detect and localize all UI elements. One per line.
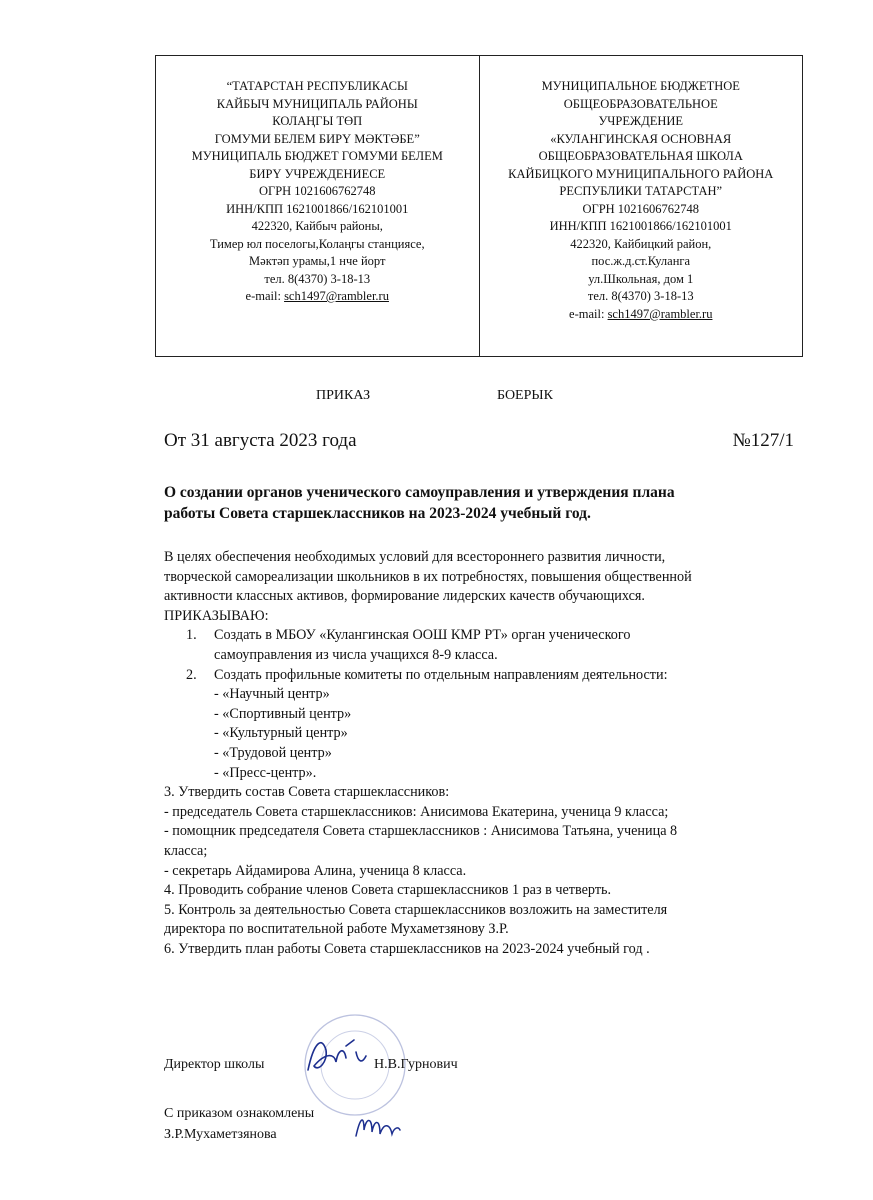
letterhead-line: КАЙБЫЧ МУНИЦИПАЛЬ РАЙОНЫ <box>216 96 418 111</box>
email-line <box>156 288 479 306</box>
list-item <box>164 626 824 665</box>
letterhead <box>155 55 803 357</box>
letterhead-russian <box>480 56 803 356</box>
list-number: 2. <box>186 666 197 683</box>
signature-name: Н.В.Гурнович <box>374 1057 458 1072</box>
letterhead-line: 422320, Кайбыч районы, <box>251 219 383 233</box>
letterhead-line: ОГРН 1021606762748 <box>258 184 376 198</box>
order-title-tt: БОЕРЫК <box>497 388 553 403</box>
command-word: ПРИКАЗЫВАЮ: <box>164 607 269 624</box>
list-item-text: Создать профильные комитеты по отдельным направлениям деятельности: <box>214 666 668 683</box>
list-number: 1. <box>186 627 197 644</box>
handwritten-signature <box>300 1032 370 1080</box>
acknowledge-label: С приказом ознакомлены <box>164 1106 315 1121</box>
committee-item: - «Научный центр» <box>214 686 330 703</box>
acknowledge-name: З.Р.Мухаметзянова <box>164 1127 277 1142</box>
order-date-line <box>164 430 794 452</box>
item-5-line: директора по воспитательной работе Мухаметзянову З.Р. <box>164 921 509 938</box>
email-line <box>480 306 803 324</box>
list-item <box>164 666 824 686</box>
letterhead-line: «КУЛАНГИНСКАЯ ОСНОВНАЯ <box>550 131 732 146</box>
item-3: 3. Утвердить состав Совета старшеклассников: <box>164 784 450 801</box>
letterhead-tatar <box>156 56 480 356</box>
member-line: класса; <box>164 842 208 859</box>
letterhead-line: Мәктәп урамы,1 нче йорт <box>249 254 386 268</box>
numbered-list <box>164 626 824 685</box>
member-line: - помощник председателя Совета старшеклассников : Анисимова Татьяна, ученица 8 <box>164 823 678 840</box>
acknowledgement <box>164 1103 314 1145</box>
intro-line: активности классных активов, формирование лидерских качеств обучающихся. <box>164 588 645 605</box>
order-title-ru: ПРИКАЗ <box>316 388 371 403</box>
letterhead-line: ИНН/КПП 1621001866/162101001 <box>226 201 409 216</box>
order-subject-line: О создании органов ученического самоуправления и утверждения плана <box>164 484 675 501</box>
letterhead-line: ГОМУМИ БЕЛЕМ БИРҮ МӘКТӘБЕ” <box>214 131 420 146</box>
letterhead-line: БИРҮ УЧРЕЖДЕНИЕСЕ <box>249 166 386 181</box>
committee-item: - «Трудовой центр» <box>214 744 332 761</box>
letterhead-line: 422320, Кайбицкий район, <box>570 236 712 251</box>
order-subject <box>164 482 804 524</box>
item-6: 6. Утвердить план работы Совета старшеклассников на 2023-2024 учебный год . <box>164 940 650 957</box>
email-label: e-mail: <box>245 289 285 303</box>
list-item-text: самоуправления из числа учащихся 8-9 класса. <box>214 646 498 663</box>
intro-line: творческой самореализации школьников в их потребностях, повышения общественной <box>164 568 692 585</box>
letterhead-line: МУНИЦИПАЛЬНОЕ БЮДЖЕТНОЕ <box>541 79 740 93</box>
signature-role: Директор школы <box>164 1057 265 1072</box>
letterhead-line: ИНН/КПП 1621001866/162101001 <box>549 219 732 233</box>
committee-item: - «Пресс-центр». <box>214 764 317 781</box>
intro-line: В целях обеспечения необходимых условий для всестороннего развития личности, <box>164 549 666 565</box>
letterhead-line: ОБЩЕОБРАЗОВАТЕЛЬНОЕ <box>563 96 718 111</box>
letterhead-line: тел. 8(4370) 3-18-13 <box>264 271 371 286</box>
letterhead-line: ОБЩЕОБРАЗОВАТЕЛЬНАЯ ШКОЛА <box>538 149 743 163</box>
letterhead-line: КОЛАҢГЫ ТӨП <box>272 114 363 128</box>
letterhead-line: Тимер юл поселогы,Колаңгы станциясе, <box>209 236 425 251</box>
committee-item: - «Спортивный центр» <box>214 705 352 722</box>
letterhead-line: МУНИЦИПАЛЬ БЮДЖЕТ ГОМУМИ БЕЛЕМ <box>191 149 443 163</box>
letterhead-line: тел. 8(4370) 3-18-13 <box>587 289 694 303</box>
order-date: От 31 августа 2023 года <box>164 430 357 451</box>
email-label: e-mail: <box>569 306 608 321</box>
letterhead-line: КАЙБИЦКОГО МУНИЦИПАЛЬНОГО РАЙОНА <box>508 166 774 181</box>
order-subject-line: работы Совета старшеклассников на 2023-2024 учебный год. <box>164 505 591 522</box>
list-item-text: Создать в МБОУ «Кулангинская ООШ КМР РТ» орган ученического <box>214 627 631 644</box>
member-line: - председатель Совета старшеклассников: Анисимова Екатерина, ученица 9 класса; <box>164 803 669 820</box>
letterhead-line: УЧРЕЖДЕНИЕ <box>598 114 684 128</box>
email-link[interactable]: sch1497@rambler.ru <box>607 306 713 321</box>
item-4: 4. Проводить собрание членов Совета старшеклассников 1 раз в четверть. <box>164 882 612 899</box>
letterhead-line: “ТАТАРСТАН РЕСПУБЛИКАСЫ <box>226 79 408 93</box>
letterhead-line: РЕСПУБЛИКИ ТАТАРСТАН” <box>559 184 723 198</box>
email-link[interactable]: sch1497@rambler.ru <box>284 289 389 303</box>
committee-list <box>164 685 824 783</box>
member-line: - секретарь Айдамирова Алина, ученица 8 класса. <box>164 862 467 879</box>
committee-item: - «Культурный центр» <box>214 725 348 742</box>
order-number: №127/1 <box>732 430 794 451</box>
acknowledge-signature <box>352 1108 404 1144</box>
order-body <box>164 548 824 959</box>
item-5-line: 5. Контроль за деятельностью Совета старшеклассников возложить на заместителя <box>164 901 668 918</box>
letterhead-line: ОГРН 1021606762748 <box>582 201 700 216</box>
letterhead-line: ул.Школьная, дом 1 <box>588 271 694 286</box>
letterhead-line: пос.ж.д.ст.Кулангa <box>591 254 691 268</box>
